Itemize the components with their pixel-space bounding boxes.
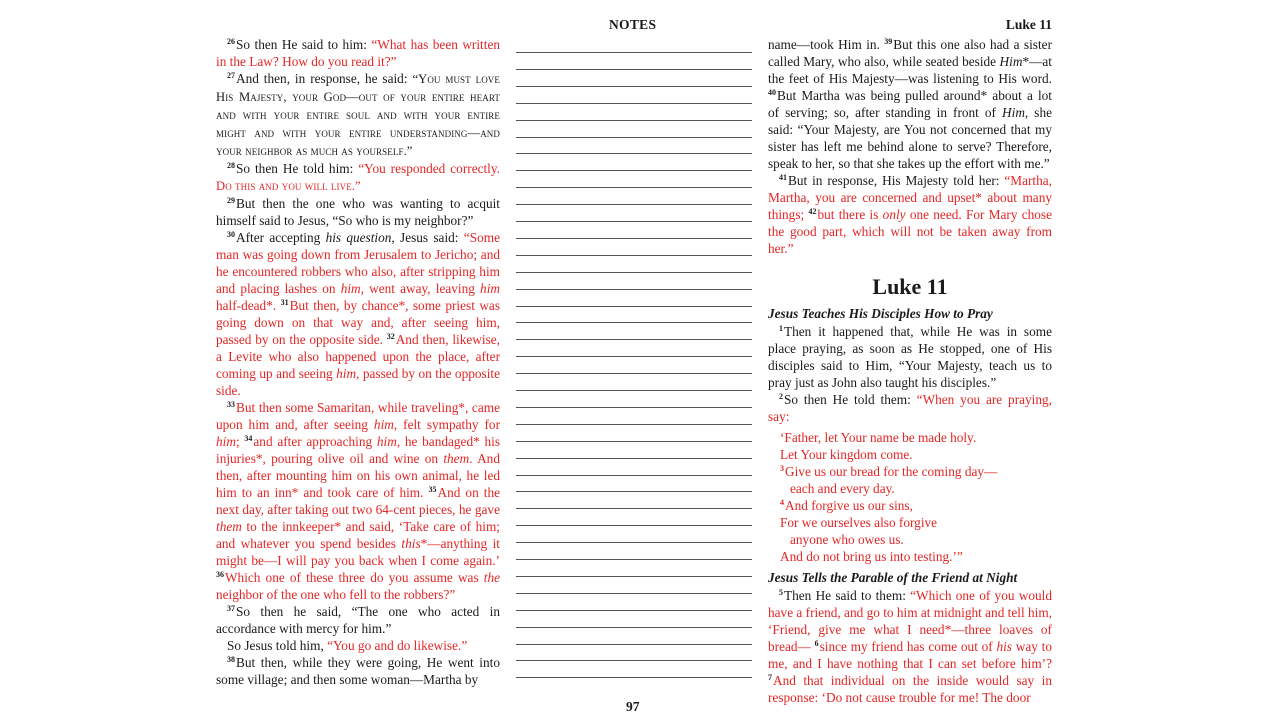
note-line[interactable] xyxy=(516,610,752,611)
verse-29: $^{29}$But then the one who was wanting to acquit himself said to Jesus, “So who is my neighbor?” xyxy=(216,195,500,228)
note-line[interactable] xyxy=(516,627,752,628)
note-line[interactable] xyxy=(516,390,752,391)
note-line[interactable] xyxy=(516,170,752,171)
verse-33-36: $^{33}$But then some Samaritan, while traveling*, came upon him and, after seeing him, felt sympathy for him; $^{34}$and after approaching him, he bandaged* his injuries*, pouring olive oil and wine on them. And then, after mounting him on his own animal, he led him to an inn* and took care of him. $^{35}$And on the next day, after taking out two 64-cent pieces, he gave them to the innkeeper* and said, ‘Take care of him; and whatever you spend besides this*—anything it might be—I will pay you back when I come again.’ $^{36}$Which one of these three do you assume was the neighbor of the one who fell to the robbers?” xyxy=(216,399,501,602)
note-line[interactable] xyxy=(516,424,752,425)
note-line[interactable] xyxy=(516,491,752,492)
verse-27: $^{27}$And then, in response, he said: “You must love His Majesty, your God—out of your entire heart and with your entire soul and with your entire might and with your entire understanding—and your neighbor as much as yourself.” xyxy=(216,70,500,158)
note-line[interactable] xyxy=(516,407,752,408)
note-line[interactable] xyxy=(516,153,752,154)
left-text-column xyxy=(216,36,500,688)
note-line[interactable] xyxy=(516,86,752,87)
note-line[interactable] xyxy=(516,120,752,121)
poem-line: each and every day. xyxy=(790,481,895,496)
verse-41-42: $^{41}$But in response, His Majesty told her: “Martha, Martha, you are concerned and upset* about many things; $^{42}$but there is only one need. For Mary chose the good part, which will not be taken away from her.” xyxy=(768,172,1053,256)
poem-line: ‘Father, let Your name be made holy. xyxy=(780,430,977,445)
notes-heading: NOTES xyxy=(609,17,657,32)
note-line[interactable] xyxy=(516,69,752,70)
chapter-title: Luke 11 xyxy=(872,274,948,299)
note-line[interactable] xyxy=(516,644,752,645)
verse-38-40: name—took Him in. $^{39}$But this one also had a sister called Mary, who also, while seated beside Him*—at the feet of His Majesty—was listening to His word. $^{40}$But Martha was being pulled around* about a lot of serving; so, after standing in front of Him, she said: “Your Majesty, are You not concerned that my sister has left me behind alone to serve? Therefore, speak to her, so that she takes up the effort with me.” xyxy=(768,36,1053,171)
verse-26: $^{26}$So then He said to him: “What has been written in the Law? How do you read it?” xyxy=(216,36,500,69)
note-line[interactable] xyxy=(516,221,752,222)
poem-line: $^4$And forgive us our sins, xyxy=(780,497,913,513)
note-line[interactable] xyxy=(516,306,752,307)
verse-11-5-7: $^5$Then He said to them: “Which one of you would have a friend, and go to him at midnight and tell him, ‘Friend, give me what I need*—three loaves of bread— $^6$since my friend has come out of his way to me, and I have nothing that I can set before him’? $^7$And that individual on the inside would say in response: ‘Do not cause trouble for me! The door xyxy=(768,587,1052,705)
note-line[interactable] xyxy=(516,187,752,188)
poem-line: anyone who owes us. xyxy=(790,532,904,547)
verse-30-32: $^{30}$After accepting his question, Jesus said: “Some man was going down from Jerusalem to Jericho; and he encountered robbers who also, after stripping him and placing lashes on him, went away, leaving him half-dead*. $^{31}$But then, by chance*, some priest was going down on that way and, after seeing him, passed by on the opposite side. $^{32}$And then, likewise, a Levite who also happened upon the place, after coming up and seeing him, passed by on the opposite side. xyxy=(216,229,500,398)
note-line[interactable] xyxy=(516,339,752,340)
note-line[interactable] xyxy=(516,660,752,661)
note-line[interactable] xyxy=(516,289,752,290)
note-line[interactable] xyxy=(516,373,752,374)
lords-prayer-poem xyxy=(780,429,1052,565)
verse-38: $^{38}$But then, while they were going, He went into some village; and then some woman—Martha by xyxy=(216,654,500,687)
poem-line: For we ourselves also forgive xyxy=(780,515,938,530)
verse-37: $^{37}$So then he said, “The one who acted in accordance with mercy for him.” xyxy=(216,603,500,636)
verse-11-2: $^2$So then He told them: “When you are praying, say: xyxy=(768,391,1052,424)
right-text-column xyxy=(768,36,1052,706)
running-head: Luke 11 xyxy=(1005,17,1052,32)
verse-11-1: $^1$Then it happened that, while He was in some place praying, as soon as He stopped, one of His disciples said to Him, “Your Majesty, teach us to pray just as John also taught his disciples.” xyxy=(768,323,1052,390)
page-number: 97 xyxy=(626,699,640,714)
section-heading-friend: Jesus Tells the Parable of the Friend at Night xyxy=(768,570,1018,585)
note-line[interactable] xyxy=(516,593,752,594)
note-line[interactable] xyxy=(516,441,752,442)
poem-line: Let Your kingdom come. xyxy=(780,447,913,462)
note-line[interactable] xyxy=(516,322,752,323)
note-line[interactable] xyxy=(516,475,752,476)
note-line[interactable] xyxy=(516,525,752,526)
verse-28: $^{28}$So then He told him: “You responded correctly. Do this and you will live.” xyxy=(216,160,500,193)
note-line[interactable] xyxy=(516,677,752,678)
note-line[interactable] xyxy=(516,356,752,357)
section-heading-prayer: Jesus Teaches His Disciples How to Pray xyxy=(768,306,993,321)
note-line[interactable] xyxy=(516,458,752,459)
note-line[interactable] xyxy=(516,52,752,53)
note-line[interactable] xyxy=(516,255,752,256)
poem-line: And do not bring us into testing.’” xyxy=(780,549,963,564)
note-line[interactable] xyxy=(516,204,752,205)
note-line[interactable] xyxy=(516,272,752,273)
note-line[interactable] xyxy=(516,576,752,577)
notes-lines-area[interactable] xyxy=(516,52,752,694)
note-line[interactable] xyxy=(516,137,752,138)
note-line[interactable] xyxy=(516,542,752,543)
verse-37-reply: So Jesus told him, “You go and do likewise.” xyxy=(227,638,468,653)
note-line[interactable] xyxy=(516,508,752,509)
note-line[interactable] xyxy=(516,103,752,104)
note-line[interactable] xyxy=(516,559,752,560)
poem-line: $^3$Give us our bread for the coming day— xyxy=(780,463,998,479)
note-line[interactable] xyxy=(516,238,752,239)
